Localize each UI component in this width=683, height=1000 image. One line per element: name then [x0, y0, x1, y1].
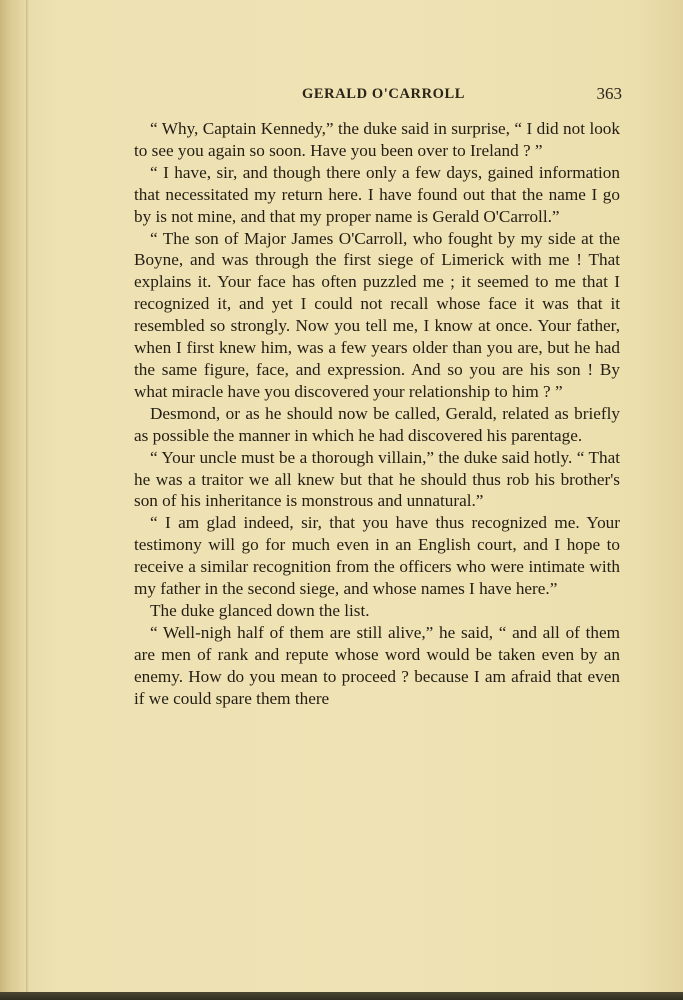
body-text [134, 118, 620, 709]
page-number: 363 [596, 84, 622, 103]
page-bottom-edge [0, 992, 683, 1000]
page-header [134, 84, 624, 108]
paragraph: The duke glanced down the list. [150, 600, 370, 620]
page-gutter-shadow [26, 0, 29, 1000]
running-title: GERALD O'CARROLL [302, 86, 466, 102]
paragraph: Desmond, or as he should now be called, Gerald, related as briefly as possible the manner in which he had discovered his parentage. [134, 403, 620, 445]
paragraph: “ I am glad indeed, sir, that you have thus recognized me. Your testimony will go for much even in an English court, and I hope to receive a similar recognition from the officers who were intimate with my father in the second siege, and whose names I have here.” [134, 513, 620, 599]
paragraph: “ Why, Captain Kennedy,” the duke said in surprise, “ I did not look to see you again so soon. Have you been over to Ireland ? ” [134, 119, 620, 160]
paragraph: “ The son of Major James O'Carroll, who fought by my side at the Boyne, and was through the first siege of Limerick with me ! That explains it. Your face has often puzzled me ; it seemed to me that I recognized it, and yet I could not recall whose face it was that it resembled so strongly. Now you tell me, I know at once. Your father, when I first knew him, was a few years older than you are, but he had the same figure, face, and expression. And so you are his son ! By what miracle have you discovered your relationship to him ? ” [134, 228, 620, 401]
paragraph: “ Your uncle must be a thorough villain,” the duke said hotly. “ That he was a traitor we all knew but that he should thus rob his brother's son of his inheritance is monstrous and unnatural.” [134, 447, 620, 511]
paragraph: “ I have, sir, and though there only a few days, gained information that necessitated my return here. I have found out that the name I go by is not mine, and that my proper name is Gerald O'Carroll.” [134, 162, 620, 226]
paragraph: “ Well-nigh half of them are still alive,” he said, “ and all of them are men of rank and repute whose word would be taken even by an enemy. How do you mean to proceed ? because I am afraid that even if we could spare them there [134, 622, 620, 708]
